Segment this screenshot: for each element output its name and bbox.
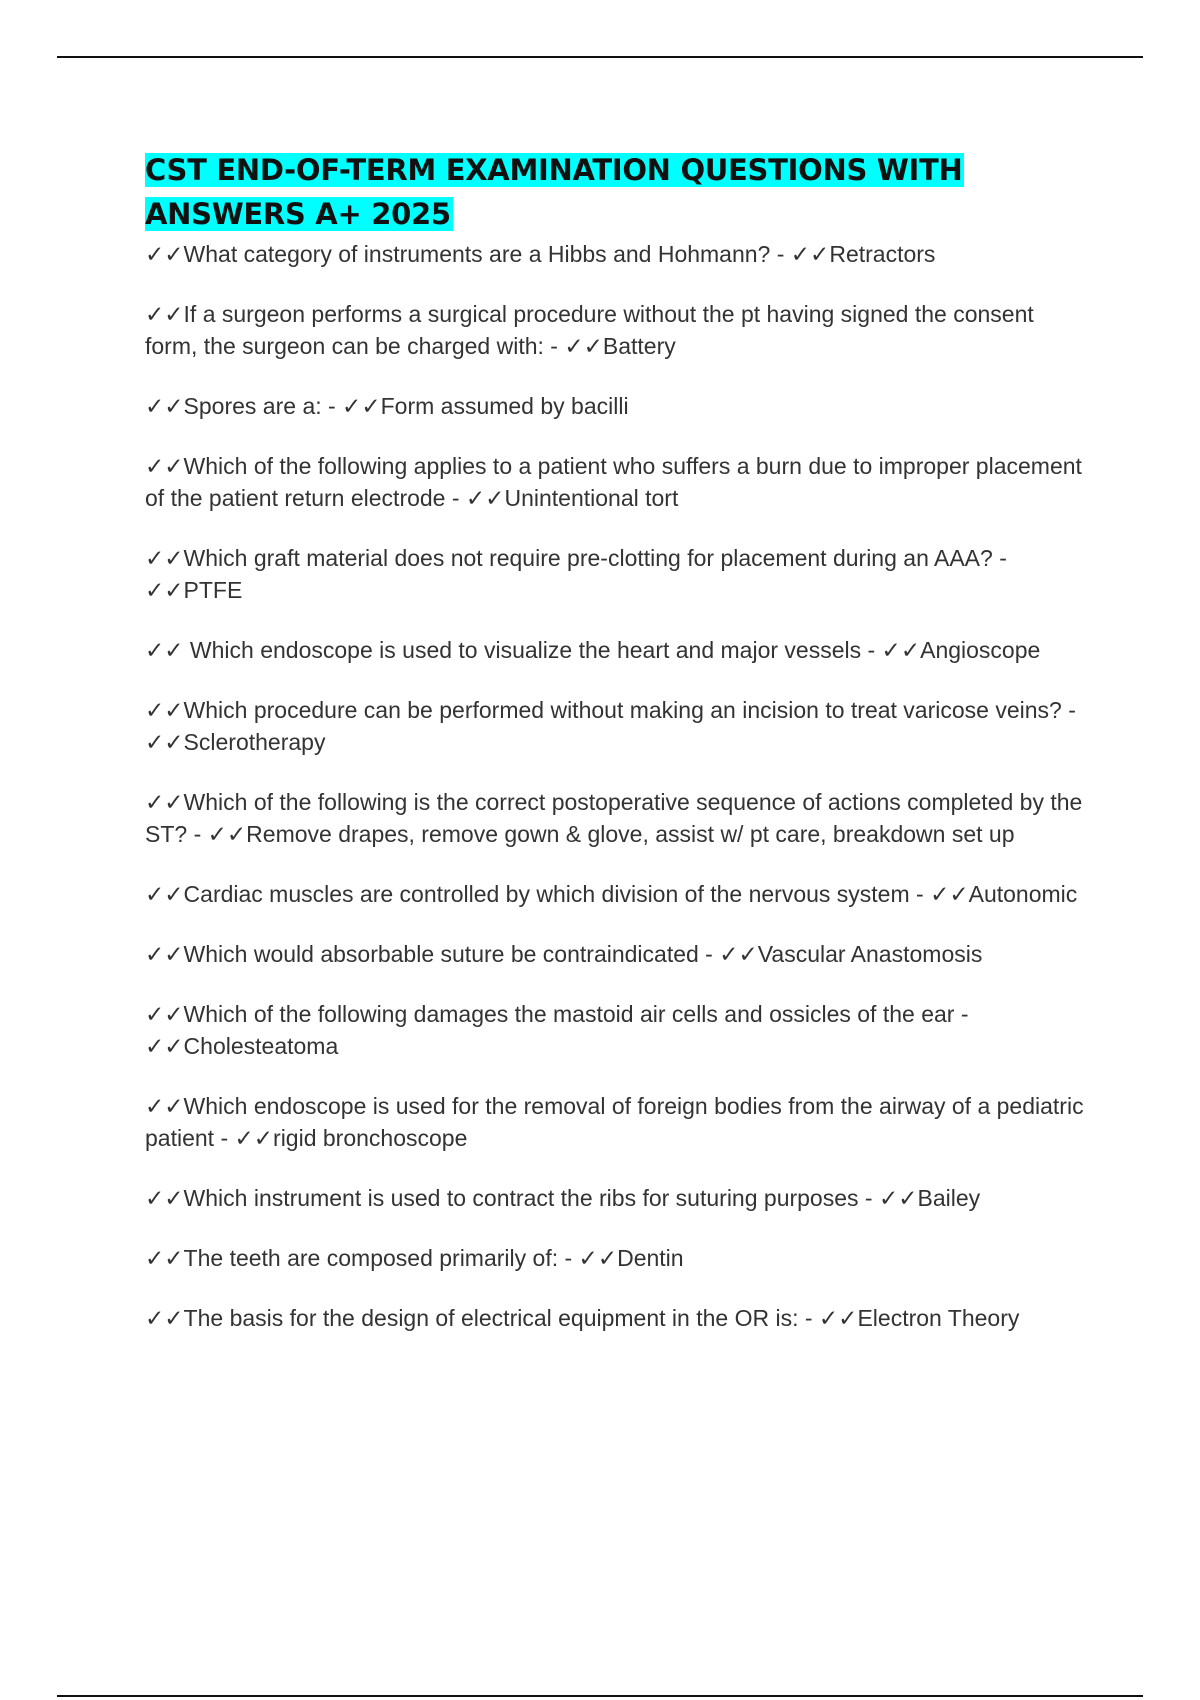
document-body xyxy=(145,148,1085,1362)
qa-item: ✓✓Which endoscope is used for the removal of foreign bodies from the airway of a pediatric patient - ✓✓rigid bronchoscope xyxy=(145,1093,1084,1151)
qa-item: ✓✓Which would absorbable suture be contraindicated - ✓✓Vascular Anastomosis xyxy=(145,941,983,967)
qa-item: ✓✓Which procedure can be performed without making an incision to treat varicose veins? - ✓✓Sclerotherapy xyxy=(145,697,1076,755)
bottom-rule xyxy=(57,1695,1143,1697)
qa-item: ✓✓If a surgeon performs a surgical procedure without the pt having signed the consent form, the surgeon can be charged with: - ✓✓Battery xyxy=(145,301,1034,359)
qa-item: ✓✓ Which endoscope is used to visualize the heart and major vessels - ✓✓Angioscope xyxy=(145,637,1041,663)
document-title xyxy=(145,148,1085,236)
qa-item: ✓✓The teeth are composed primarily of: - ✓✓Dentin xyxy=(145,1245,684,1271)
top-rule xyxy=(57,56,1143,58)
qa-item: ✓✓Cardiac muscles are controlled by which division of the nervous system - ✓✓Autonomic xyxy=(145,881,1078,907)
qa-item: ✓✓Which of the following applies to a patient who suffers a burn due to improper placement of the patient return electrode - ✓✓Unintentional tort xyxy=(145,453,1082,511)
qa-item: ✓✓Spores are a: - ✓✓Form assumed by bacilli xyxy=(145,393,629,419)
qa-item: ✓✓Which graft material does not require pre-clotting for placement during an AAA? - ✓✓PTFE xyxy=(145,545,1007,603)
qa-item: ✓✓What category of instruments are a Hibbs and Hohmann? - ✓✓Retractors xyxy=(145,241,936,267)
qa-item: ✓✓Which of the following damages the mastoid air cells and ossicles of the ear - ✓✓Cholesteatoma xyxy=(145,1001,969,1059)
qa-item: ✓✓The basis for the design of electrical equipment in the OR is: - ✓✓Electron Theory xyxy=(145,1305,1020,1331)
qa-item: ✓✓Which of the following is the correct postoperative sequence of actions completed by the ST? - ✓✓Remove drapes, remove gown & glove, assist w/ pt care, breakdown set up xyxy=(145,789,1083,847)
qa-item: ✓✓Which instrument is used to contract the ribs for suturing purposes - ✓✓Bailey xyxy=(145,1185,981,1211)
document-title-text: CST END-OF-TERM EXAMINATION QUESTIONS WITH ANSWERS A+ 2025 xyxy=(145,153,963,231)
